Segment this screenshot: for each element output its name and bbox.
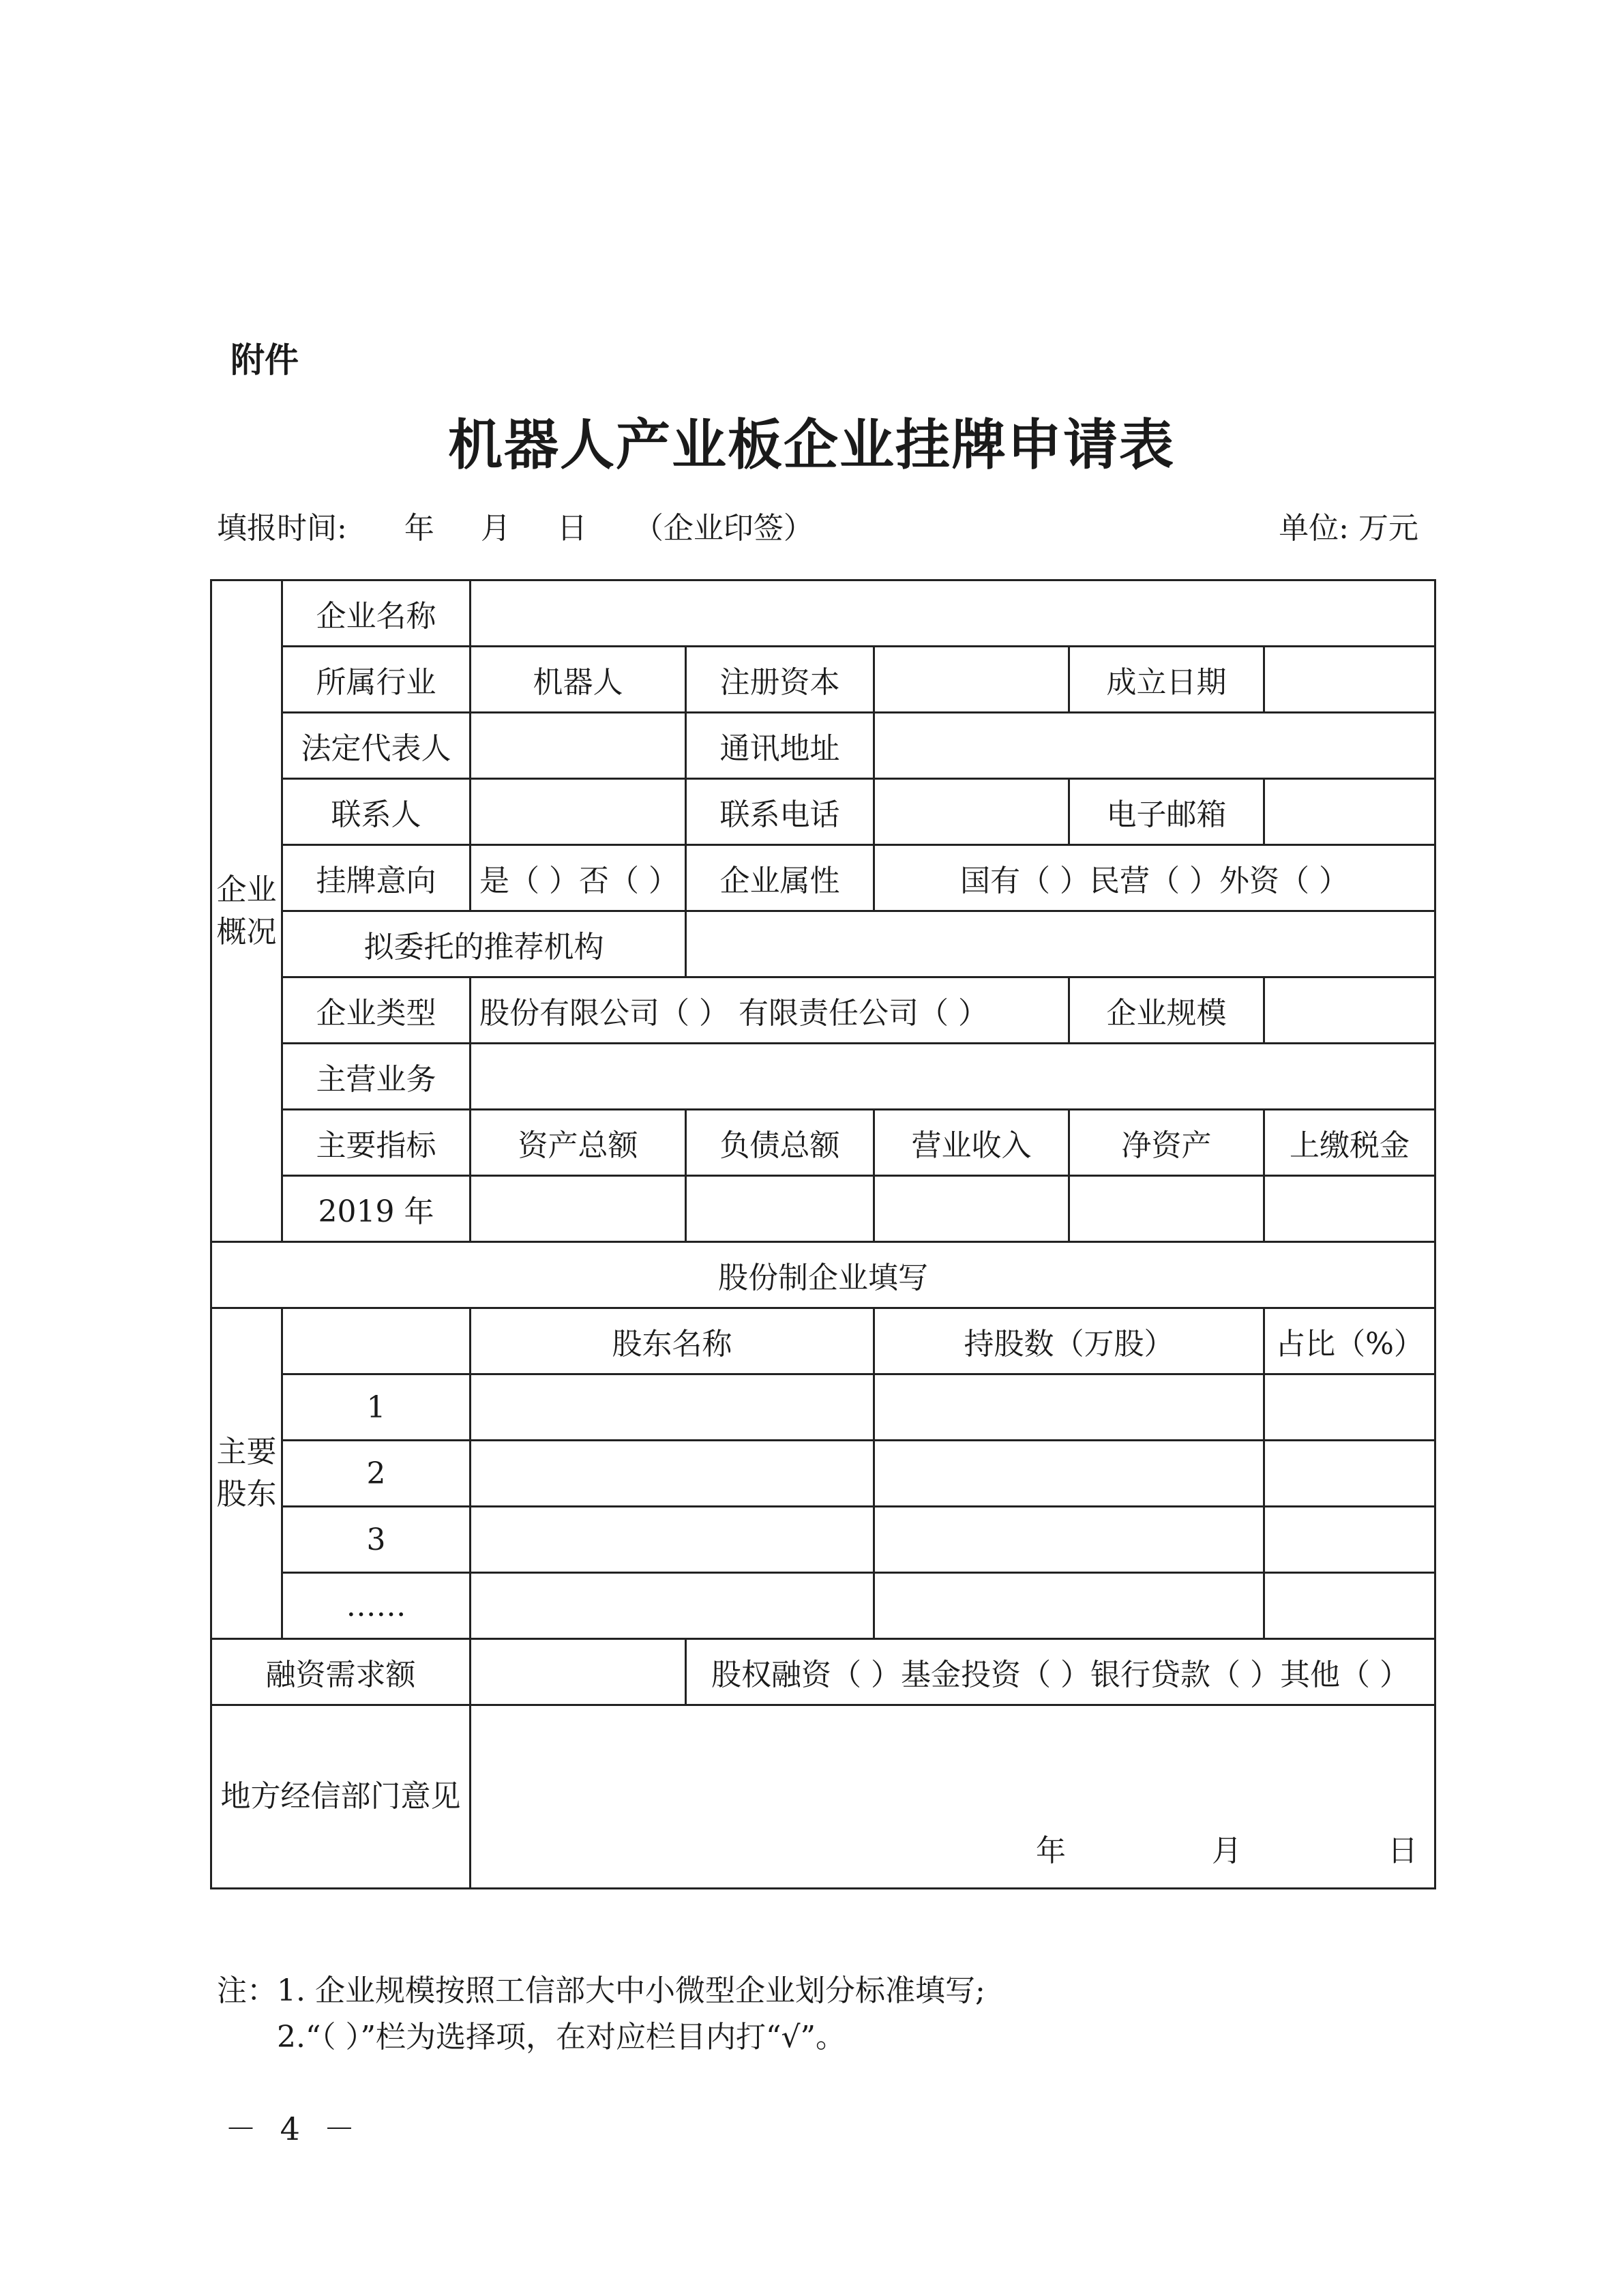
opinion-field[interactable]	[471, 1705, 1435, 1889]
listing-intent-label: 挂牌意向	[282, 845, 471, 911]
established-date-field[interactable]	[1264, 647, 1435, 713]
fill-time-label: 填报时间:	[217, 511, 347, 546]
contact-label: 联系人	[282, 779, 471, 845]
page-number: － 4 －	[225, 2110, 362, 2147]
agency-label: 拟委托的推荐机构	[282, 911, 686, 977]
scale-label: 企业规模	[1069, 977, 1264, 1044]
ownership-label: 企业属性	[686, 845, 874, 911]
indicators-label: 主要指标	[282, 1110, 471, 1176]
shareholder-ratio-header: 占比（%）	[1264, 1308, 1435, 1374]
legal-rep-field[interactable]	[471, 713, 686, 779]
fill-time-month: 月	[480, 511, 511, 546]
shareholder-name-field[interactable]	[471, 1441, 874, 1507]
fill-time-day: 日	[556, 511, 587, 546]
opinion-year: 年	[1036, 1834, 1066, 1868]
revenue-field[interactable]	[874, 1176, 1069, 1242]
opinion-label: 地方经信部门意见	[211, 1705, 471, 1889]
financing-amount-field[interactable]	[471, 1639, 686, 1705]
main-business-field[interactable]	[471, 1044, 1435, 1110]
joint-stock-header: 股份制企业填写	[211, 1242, 1435, 1308]
email-label: 电子邮箱	[1069, 779, 1264, 845]
page-title: 机器人产业板企业挂牌申请表	[448, 413, 1175, 477]
opinion-date	[899, 1827, 1418, 1875]
shareholder-name-field[interactable]	[471, 1573, 874, 1639]
indicator-liabilities: 负债总额	[686, 1110, 874, 1176]
shareholder-shares-field[interactable]	[874, 1374, 1264, 1441]
company-name-field[interactable]	[471, 580, 1435, 647]
section-overview-label: 企业概况	[211, 580, 282, 1242]
shareholder-ratio-field[interactable]	[1264, 1441, 1435, 1507]
seal-label: （企业印签）	[633, 511, 814, 546]
financing-label: 融资需求额	[211, 1639, 471, 1705]
phone-field[interactable]	[874, 779, 1069, 845]
shareholder-shares-field[interactable]	[874, 1573, 1264, 1639]
shareholder-shares-field[interactable]	[874, 1441, 1264, 1507]
company-type-options[interactable]: 股份有限公司（ ） 有限责任公司（ ）	[471, 977, 1069, 1044]
fill-time	[217, 503, 814, 547]
established-date-label: 成立日期	[1069, 647, 1264, 713]
shareholder-index-header	[282, 1308, 471, 1374]
financing-options[interactable]: 股权融资（ ）基金投资（ ）银行贷款（ ）其他（ ）	[686, 1639, 1435, 1705]
industry-label: 所属行业	[282, 647, 471, 713]
shareholder-name-field[interactable]	[471, 1507, 874, 1573]
registered-capital-label: 注册资本	[686, 647, 874, 713]
indicator-assets: 资产总额	[471, 1110, 686, 1176]
legal-rep-label: 法定代表人	[282, 713, 471, 779]
application-form	[210, 579, 1436, 1889]
address-field[interactable]	[874, 713, 1435, 779]
ownership-options[interactable]: 国有（ ）民营（ ）外资（ ）	[874, 845, 1435, 911]
shareholder-name-field[interactable]	[471, 1374, 874, 1441]
address-label: 通讯地址	[686, 713, 874, 779]
company-name-label: 企业名称	[282, 580, 471, 647]
liabilities-field[interactable]	[686, 1176, 874, 1242]
shareholder-row-index: ……	[282, 1573, 471, 1639]
main-business-label: 主营业务	[282, 1044, 471, 1110]
company-type-label: 企业类型	[282, 977, 471, 1044]
year-row-label: 2019 年	[282, 1176, 471, 1242]
shareholder-ratio-field[interactable]	[1264, 1573, 1435, 1639]
shareholder-row-index: 2	[282, 1441, 471, 1507]
shareholder-shares-field[interactable]	[874, 1507, 1264, 1573]
taxes-field[interactable]	[1264, 1176, 1435, 1242]
shareholder-ratio-field[interactable]	[1264, 1374, 1435, 1441]
listing-intent-options[interactable]: 是（ ）否（ ）	[471, 845, 686, 911]
shareholder-ratio-field[interactable]	[1264, 1507, 1435, 1573]
notes	[217, 1968, 985, 2061]
net-assets-field[interactable]	[1069, 1176, 1264, 1242]
shareholder-row-index: 3	[282, 1507, 471, 1573]
indicator-taxes: 上缴税金	[1264, 1110, 1435, 1176]
indicator-revenue: 营业收入	[874, 1110, 1069, 1176]
unit-label: 单位: 万元	[1279, 511, 1418, 546]
attachment-label: 附件	[230, 340, 299, 380]
shareholders-label: 主要股东	[211, 1308, 282, 1639]
note-line-2: 2.“（ ）”栏为选择项，在对应栏目内打“√”。	[277, 2020, 846, 2055]
email-field[interactable]	[1264, 779, 1435, 845]
agency-field[interactable]	[686, 911, 1435, 977]
shareholder-shares-header: 持股数（万股）	[874, 1308, 1264, 1374]
registered-capital-field[interactable]	[874, 647, 1069, 713]
indicator-net-assets: 净资产	[1069, 1110, 1264, 1176]
fill-time-year: 年	[404, 511, 434, 546]
shareholder-row-index: 1	[282, 1374, 471, 1441]
opinion-month: 月	[1212, 1834, 1242, 1868]
phone-label: 联系电话	[686, 779, 874, 845]
assets-field[interactable]	[471, 1176, 686, 1242]
shareholder-name-header: 股东名称	[471, 1308, 874, 1374]
industry-value: 机器人	[471, 647, 686, 713]
note-line-1: 注：1. 企业规模按照工信部大中小微型企业划分标准填写;	[217, 1973, 985, 2008]
contact-field[interactable]	[471, 779, 686, 845]
opinion-day: 日	[1388, 1834, 1418, 1868]
scale-field[interactable]	[1264, 977, 1435, 1044]
